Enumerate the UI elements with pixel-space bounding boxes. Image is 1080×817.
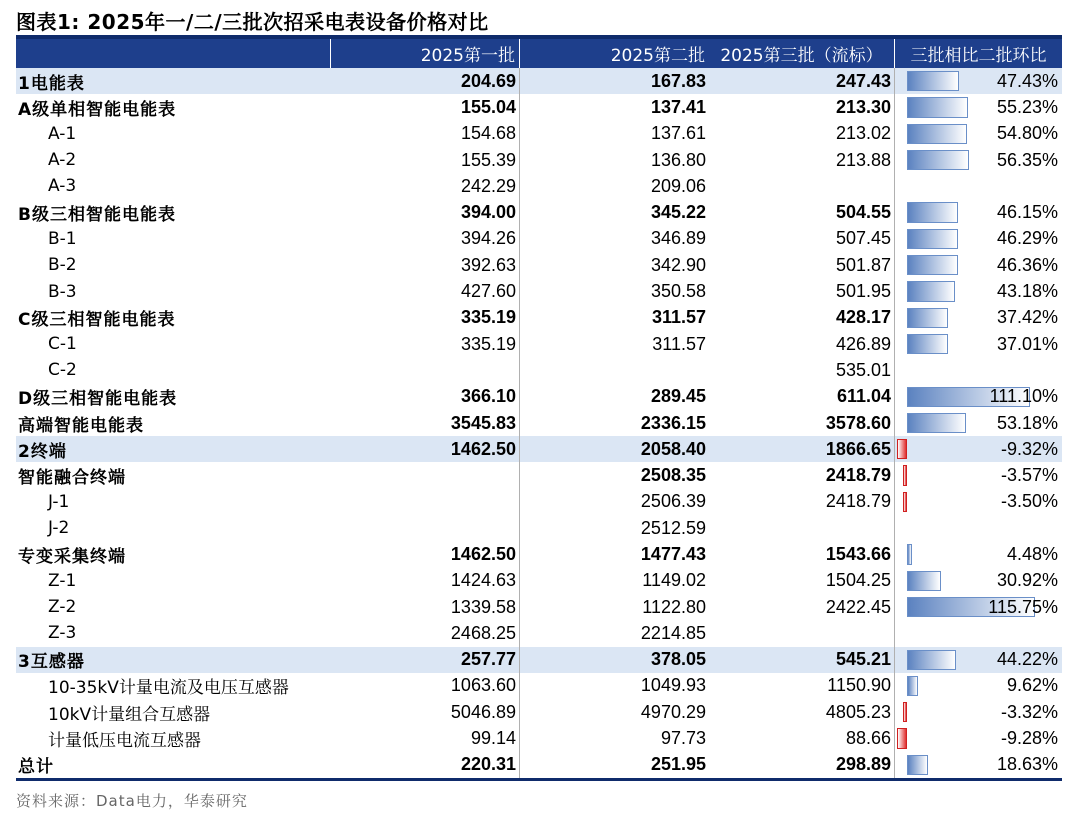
- change-percent: 46.36%: [996, 254, 1058, 275]
- row-label: 高端智能电能表: [18, 415, 144, 436]
- change-percent: 54.80%: [996, 123, 1058, 144]
- change-data-bar: [907, 650, 956, 670]
- cell-batch-3: 2418.79: [709, 489, 895, 515]
- table-row: [16, 278, 1062, 304]
- cell-batch-2: 2508.35: [640, 465, 706, 486]
- cell-change: [895, 489, 1062, 515]
- change-percent: 56.35%: [996, 149, 1058, 170]
- cell-batch-1: 366.10: [331, 384, 520, 410]
- cell-batch-1: [331, 462, 520, 488]
- cell-batch-2: 2506.39: [640, 491, 706, 512]
- cell-batch-1: 1063.60: [331, 673, 520, 699]
- change-percent: 47.43%: [996, 70, 1058, 91]
- cell-batch-3: 428.17: [709, 305, 895, 331]
- row-label: C-1: [48, 334, 77, 355]
- cell-change: [895, 594, 1062, 620]
- row-label: J-2: [48, 518, 70, 539]
- cell-change: [895, 673, 1062, 699]
- change-data-bar: [907, 124, 967, 144]
- cell-change: [895, 384, 1062, 410]
- change-data-bar: [903, 465, 907, 485]
- cell-batch-3: 247.43: [709, 68, 895, 94]
- table-row: [16, 752, 1062, 778]
- change-data-bar: [907, 71, 959, 91]
- row-label: C-2: [48, 360, 77, 381]
- table-row: [16, 384, 1062, 410]
- cell-batch-1: 5046.89: [331, 699, 520, 725]
- table-row: [16, 94, 1062, 120]
- row-label: A级单相智能电能表: [18, 99, 177, 120]
- change-percent: 44.22%: [996, 649, 1058, 670]
- cell-batch-2: 136.80: [650, 149, 706, 170]
- cell-batch-3: 2422.45: [709, 594, 895, 620]
- table-row: [16, 489, 1062, 515]
- cell-batch-2: 2512.59: [640, 517, 706, 538]
- cell-change: [895, 68, 1062, 94]
- header-batch-3: 2025第三批（流标）: [709, 39, 895, 68]
- cell-batch-1: 335.19: [331, 305, 520, 331]
- cell-batch-1: 242.29: [331, 173, 520, 199]
- row-label: Z-1: [48, 570, 77, 591]
- row-label: B-2: [48, 255, 77, 276]
- cell-batch-1: 1462.50: [331, 541, 520, 567]
- change-percent: 9.62%: [1006, 675, 1058, 696]
- cell-batch-1: 335.19: [331, 331, 520, 357]
- cell-change: [895, 252, 1062, 278]
- cell-batch-3: 213.88: [709, 147, 895, 173]
- cell-batch-3: [709, 173, 895, 199]
- source-note: 资料来源：Data电力，华泰研究: [16, 792, 248, 810]
- cell-change: [895, 278, 1062, 304]
- row-label: 计量低压电流互感器: [48, 731, 201, 752]
- row-label: A-2: [48, 150, 77, 171]
- cell-batch-1: 1339.58: [331, 594, 520, 620]
- cell-batch-3: 545.21: [709, 647, 895, 673]
- change-data-bar: [903, 492, 907, 512]
- cell-batch-2: 311.57: [651, 307, 706, 328]
- cell-batch-3: 1543.66: [709, 541, 895, 567]
- change-data-bar: [907, 308, 948, 328]
- cell-change: [895, 121, 1062, 147]
- cell-change: [895, 357, 1062, 383]
- cell-batch-2: 342.90: [650, 254, 706, 275]
- change-percent: 37.01%: [996, 333, 1058, 354]
- cell-batch-3: 3578.60: [709, 410, 895, 436]
- cell-change: [895, 305, 1062, 331]
- cell-batch-1: 1424.63: [331, 568, 520, 594]
- change-data-bar: [907, 676, 918, 696]
- cell-batch-2: 311.57: [652, 333, 706, 354]
- cell-change: [895, 515, 1062, 541]
- change-data-bar: [897, 728, 907, 748]
- cell-batch-3: 535.01: [709, 357, 895, 383]
- cell-batch-3: 88.66: [709, 725, 895, 751]
- cell-batch-1: 394.26: [331, 226, 520, 252]
- header-item: [16, 39, 331, 68]
- row-label: 1电能表: [18, 73, 85, 94]
- cell-batch-2: 2214.85: [640, 622, 706, 643]
- cell-change: [895, 620, 1062, 646]
- header-change: 三批相比二批环比: [910, 46, 1047, 66]
- change-percent: 4.48%: [1006, 543, 1058, 564]
- cell-batch-1: [331, 515, 520, 541]
- change-percent: 30.92%: [996, 570, 1058, 591]
- cell-batch-3: 298.89: [709, 752, 895, 778]
- cell-batch-1: [331, 489, 520, 515]
- table-row: [16, 305, 1062, 331]
- row-label: A-1: [48, 123, 77, 144]
- cell-change: [895, 436, 1062, 462]
- table-row: [16, 68, 1062, 94]
- table-body: [16, 68, 1062, 778]
- cell-change: [895, 647, 1062, 673]
- table-header: [16, 39, 1062, 68]
- change-data-bar: [907, 571, 941, 591]
- cell-change: [895, 699, 1062, 725]
- cell-batch-2: 1477.43: [640, 543, 706, 564]
- cell-batch-2: 2336.15: [640, 412, 706, 433]
- change-percent: 55.23%: [996, 96, 1058, 117]
- cell-change: [895, 410, 1062, 436]
- cell-batch-1: [331, 357, 520, 383]
- cell-batch-2: 209.06: [650, 175, 706, 196]
- table-row: [16, 252, 1062, 278]
- cell-batch-2: 1149.02: [642, 570, 706, 591]
- change-data-bar: [907, 413, 966, 433]
- cell-batch-3: 4805.23: [709, 699, 895, 725]
- change-data-bar: [907, 97, 968, 117]
- cell-batch-3: 1866.65: [709, 436, 895, 462]
- table-row: [16, 647, 1062, 673]
- cell-change: [895, 173, 1062, 199]
- change-percent: 53.18%: [996, 412, 1058, 433]
- change-data-bar: [907, 544, 912, 564]
- row-label: 总计: [18, 757, 54, 778]
- row-label: 智能融合终端: [18, 468, 126, 489]
- table-row: [16, 226, 1062, 252]
- change-data-bar: [907, 755, 928, 775]
- cell-batch-1: 427.60: [331, 278, 520, 304]
- cell-batch-1: 155.39: [331, 147, 520, 173]
- cell-batch-1: 1462.50: [331, 436, 520, 462]
- bottom-rule: [16, 778, 1062, 781]
- cell-batch-2: 289.45: [650, 386, 706, 407]
- cell-batch-1: 3545.83: [331, 410, 520, 436]
- change-percent: 37.42%: [996, 307, 1058, 328]
- cell-batch-3: 611.04: [709, 384, 895, 410]
- cell-batch-1: 2468.25: [331, 620, 520, 646]
- change-data-bar: [907, 150, 969, 170]
- change-data-bar: [907, 281, 955, 301]
- cell-batch-2: 350.58: [650, 281, 706, 302]
- change-percent: -3.50%: [1000, 491, 1058, 512]
- cell-batch-2: 346.89: [650, 228, 706, 249]
- cell-batch-3: 426.89: [709, 331, 895, 357]
- table-row: [16, 331, 1062, 357]
- cell-batch-2: 167.83: [650, 70, 706, 91]
- table-row: [16, 462, 1062, 488]
- table-row: [16, 147, 1062, 173]
- cell-change: [895, 147, 1062, 173]
- table-row: [16, 725, 1062, 751]
- price-comparison-table: [16, 35, 1062, 781]
- change-percent: 111.10%: [989, 386, 1058, 407]
- cell-batch-2: 1049.93: [640, 675, 706, 696]
- table-title: 图表1: 2025年一/二/三批次招采电表设备价格对比: [16, 10, 489, 34]
- row-label: 专变采集终端: [18, 546, 126, 567]
- row-label: Z-3: [48, 623, 77, 644]
- table-row: [16, 173, 1062, 199]
- cell-batch-3: 2418.79: [709, 462, 895, 488]
- table-row: [16, 541, 1062, 567]
- row-label: A-3: [48, 176, 77, 197]
- cell-change: [895, 725, 1062, 751]
- cell-batch-2: 1122.80: [642, 596, 706, 617]
- change-percent: 18.63%: [996, 754, 1058, 775]
- table-row: [16, 515, 1062, 541]
- cell-batch-1: 154.68: [331, 121, 520, 147]
- cell-batch-2: 137.41: [650, 96, 706, 117]
- change-percent: 43.18%: [996, 281, 1058, 302]
- cell-batch-1: 204.69: [331, 68, 520, 94]
- cell-batch-3: [709, 620, 895, 646]
- cell-batch-2: 97.73: [660, 728, 706, 749]
- cell-batch-1: 155.04: [331, 94, 520, 120]
- row-label: 3互感器: [18, 652, 85, 673]
- cell-batch-2: 4970.29: [640, 701, 706, 722]
- cell-batch-1: 257.77: [331, 647, 520, 673]
- cell-change: [895, 94, 1062, 120]
- table-row: [16, 410, 1062, 436]
- cell-change: [895, 226, 1062, 252]
- table-row: [16, 620, 1062, 646]
- row-label: D级三相智能电能表: [18, 389, 178, 410]
- table-row: [16, 121, 1062, 147]
- row-label: B-1: [48, 228, 77, 249]
- cell-batch-1: 99.14: [331, 725, 520, 751]
- cell-change: [895, 752, 1062, 778]
- cell-batch-3: 504.55: [709, 199, 895, 225]
- header-batch-1: 2025第一批: [331, 39, 520, 68]
- cell-change: [895, 462, 1062, 488]
- cell-batch-3: 501.87: [709, 252, 895, 278]
- cell-batch-2: 378.05: [650, 649, 706, 670]
- row-label: J-1: [48, 491, 70, 512]
- cell-batch-1: 220.31: [331, 752, 520, 778]
- change-percent: 46.29%: [996, 228, 1058, 249]
- table-row: [16, 568, 1062, 594]
- change-percent: -3.32%: [1000, 701, 1058, 722]
- cell-change: [895, 331, 1062, 357]
- table-row: [16, 699, 1062, 725]
- cell-batch-3: 213.02: [709, 121, 895, 147]
- table-row: [16, 436, 1062, 462]
- change-data-bar: [897, 439, 907, 459]
- row-label: 10-35kV计量电流及电压互感器: [48, 678, 289, 699]
- cell-batch-1: 392.63: [331, 252, 520, 278]
- header-batch-2: 2025第二批: [610, 46, 705, 66]
- cell-batch-2: 137.61: [650, 123, 706, 144]
- cell-batch-2: 345.22: [650, 202, 706, 223]
- row-label: B级三相智能电能表: [18, 205, 176, 226]
- change-data-bar: [907, 229, 958, 249]
- table-row: [16, 199, 1062, 225]
- change-data-bar: [907, 202, 958, 222]
- change-percent: 46.15%: [996, 202, 1058, 223]
- table-row: [16, 594, 1062, 620]
- cell-batch-3: 1150.90: [709, 673, 895, 699]
- cell-batch-2: [520, 357, 709, 383]
- cell-change: [895, 541, 1062, 567]
- cell-batch-3: 1504.25: [709, 568, 895, 594]
- change-data-bar: [903, 702, 907, 722]
- row-label: Z-2: [48, 597, 77, 618]
- table-row: [16, 673, 1062, 699]
- cell-batch-3: [709, 515, 895, 541]
- row-label: B-3: [48, 281, 77, 302]
- row-label: 10kV计量组合互感器: [48, 704, 211, 725]
- cell-batch-3: 501.95: [709, 278, 895, 304]
- cell-change: [895, 568, 1062, 594]
- cell-batch-3: 213.30: [709, 94, 895, 120]
- table-row: [16, 357, 1062, 383]
- change-percent: -3.57%: [1000, 465, 1058, 486]
- change-percent: 115.75%: [988, 596, 1058, 617]
- change-data-bar: [907, 255, 958, 275]
- cell-batch-2: 2058.40: [640, 438, 706, 459]
- cell-batch-2: 251.95: [650, 754, 706, 775]
- change-data-bar: [907, 334, 948, 354]
- cell-change: [895, 199, 1062, 225]
- change-percent: -9.28%: [1000, 728, 1058, 749]
- cell-batch-3: 507.45: [709, 226, 895, 252]
- cell-batch-1: 394.00: [331, 199, 520, 225]
- row-label: C级三相智能电能表: [18, 310, 176, 331]
- row-label: 2终端: [18, 441, 67, 462]
- change-percent: -9.32%: [1000, 438, 1058, 459]
